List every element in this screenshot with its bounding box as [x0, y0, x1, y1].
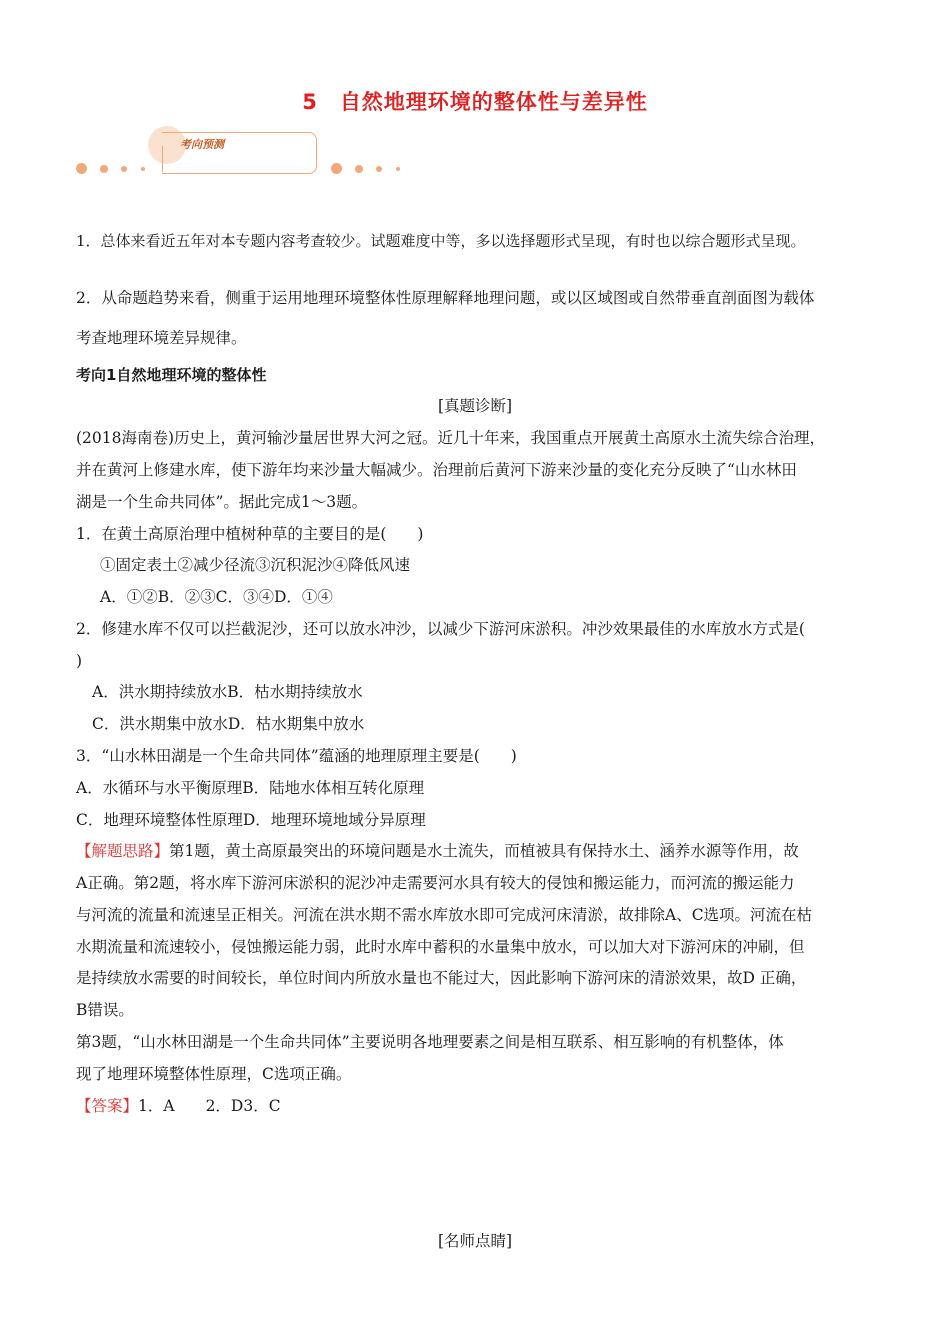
- decor-dot: [396, 167, 400, 171]
- analysis-first-line: [76, 840, 799, 862]
- answer-label: 【答案】: [76, 1097, 139, 1115]
- answer-line: [76, 1095, 281, 1117]
- analysis-line: 水期流量和流速较小，侵蚀搬运能力弱，此时水库中蓄积的水量集中放水，可以加大对下游河床的冲刷，但: [76, 938, 805, 956]
- analysis-line: 与河流的流量和流速呈正相关。河流在洪水期不需水库放水即可完成河床清淤，故排除A、C选项。河流在枯: [76, 906, 813, 924]
- subheading: [真题诊断]: [437, 397, 513, 415]
- forecast-line: 2．从命题趋势来看，侧重于运用地理环境整体性原理解释地理问题，或以区域图或自然带垂直剖面图为载体: [76, 289, 815, 307]
- forecast-line: 考查地理环境差异规律。: [76, 329, 247, 347]
- decor-dot: [355, 165, 363, 173]
- analysis-line: 是持续放水需要的时间较长，单位时间内所放水量也不能过大，因此影响下游河床的清淤效果，故D 正确，: [76, 969, 807, 987]
- forecast-line: 1．总体来看近五年对本专题内容考查较少。试题难度中等，多以选择题形式呈现，有时也以综合题形式呈现。: [76, 232, 806, 250]
- decor-dot: [376, 166, 382, 172]
- question-2-stem: 2．修建水库不仅可以拦截泥沙，还可以放水冲沙，以减少下游河床淤积。冲沙效果最佳的水库放水方式是(: [76, 620, 805, 638]
- question-2-stem-end: ): [76, 652, 83, 670]
- question-2-options: C．洪水期集中放水D．枯水期集中放水: [92, 715, 365, 733]
- answer-text: 1．A 2．D3．C: [138, 1097, 281, 1115]
- analysis-line: B错误。: [76, 1001, 134, 1019]
- analysis-line: 第3题，“山水林田湖是一个生命共同体”主要说明各地理要素之间是相互联系、相互影响的有机整体，体: [76, 1033, 784, 1051]
- decor-dot: [141, 167, 145, 171]
- decor-dot: [100, 165, 108, 173]
- banner-frame-edge: [162, 146, 163, 172]
- question-1-stem: 1．在黄土高原治理中植树种草的主要目的是( ): [76, 525, 424, 543]
- intro-line: 湖是一个生命共同体”。据此完成1～3题。: [76, 493, 368, 511]
- question-3-stem: 3．“山水林田湖是一个生命共同体”蕴涵的地理原理主要是( ): [76, 747, 517, 765]
- decor-dot: [76, 163, 87, 174]
- analysis-label: 【解题思路】: [76, 842, 170, 860]
- page-title: [0, 86, 950, 116]
- question-1-options: A．①②B．②③C．③④D．①④: [100, 588, 333, 606]
- banner-label: 考向预测: [180, 138, 224, 151]
- analysis-text: 第1题，黄土高原最突出的环境问题是水土流失，而植被具有保持水土、涵养水源等作用，故: [169, 842, 799, 860]
- footer-heading: [名师点睛]: [437, 1232, 513, 1250]
- analysis-line: 现了地理环境整体性原理，C选项正确。: [76, 1065, 352, 1083]
- chapter-number: 5: [302, 90, 318, 114]
- question-2-options: A．洪水期持续放水B．枯水期持续放水: [92, 683, 363, 701]
- decor-dot: [331, 163, 342, 174]
- analysis-line: A正确。第2题，将水库下游河床淤积的泥沙冲走需要河水具有较大的侵蚀和搬运能力，而河流的搬运能力: [76, 874, 795, 892]
- intro-line: (2018海南卷)历史上，黄河输沙量居世界大河之冠。近几十年来，我国重点开展黄土高原水土流失综合治理，: [76, 429, 826, 447]
- section-title: 考向1自然地理环境的整体性: [76, 366, 267, 384]
- question-3-options: C．地理环境整体性原理D．地理环境地域分异原理: [76, 811, 426, 829]
- section-banner: [70, 122, 410, 184]
- intro-line: 并在黄河上修建水库，使下游年均来沙量大幅减少。治理前后黄河下游来沙量的变化充分反映了“山水林田: [76, 461, 797, 479]
- question-1-items: ①固定表土②减少径流③沉积泥沙④降低风速: [100, 556, 411, 574]
- chapter-title: 自然地理环境的整体性与差异性: [339, 90, 648, 114]
- question-3-options: A．水循环与水平衡原理B．陆地水体相互转化原理: [76, 779, 425, 797]
- decor-dot: [121, 166, 127, 172]
